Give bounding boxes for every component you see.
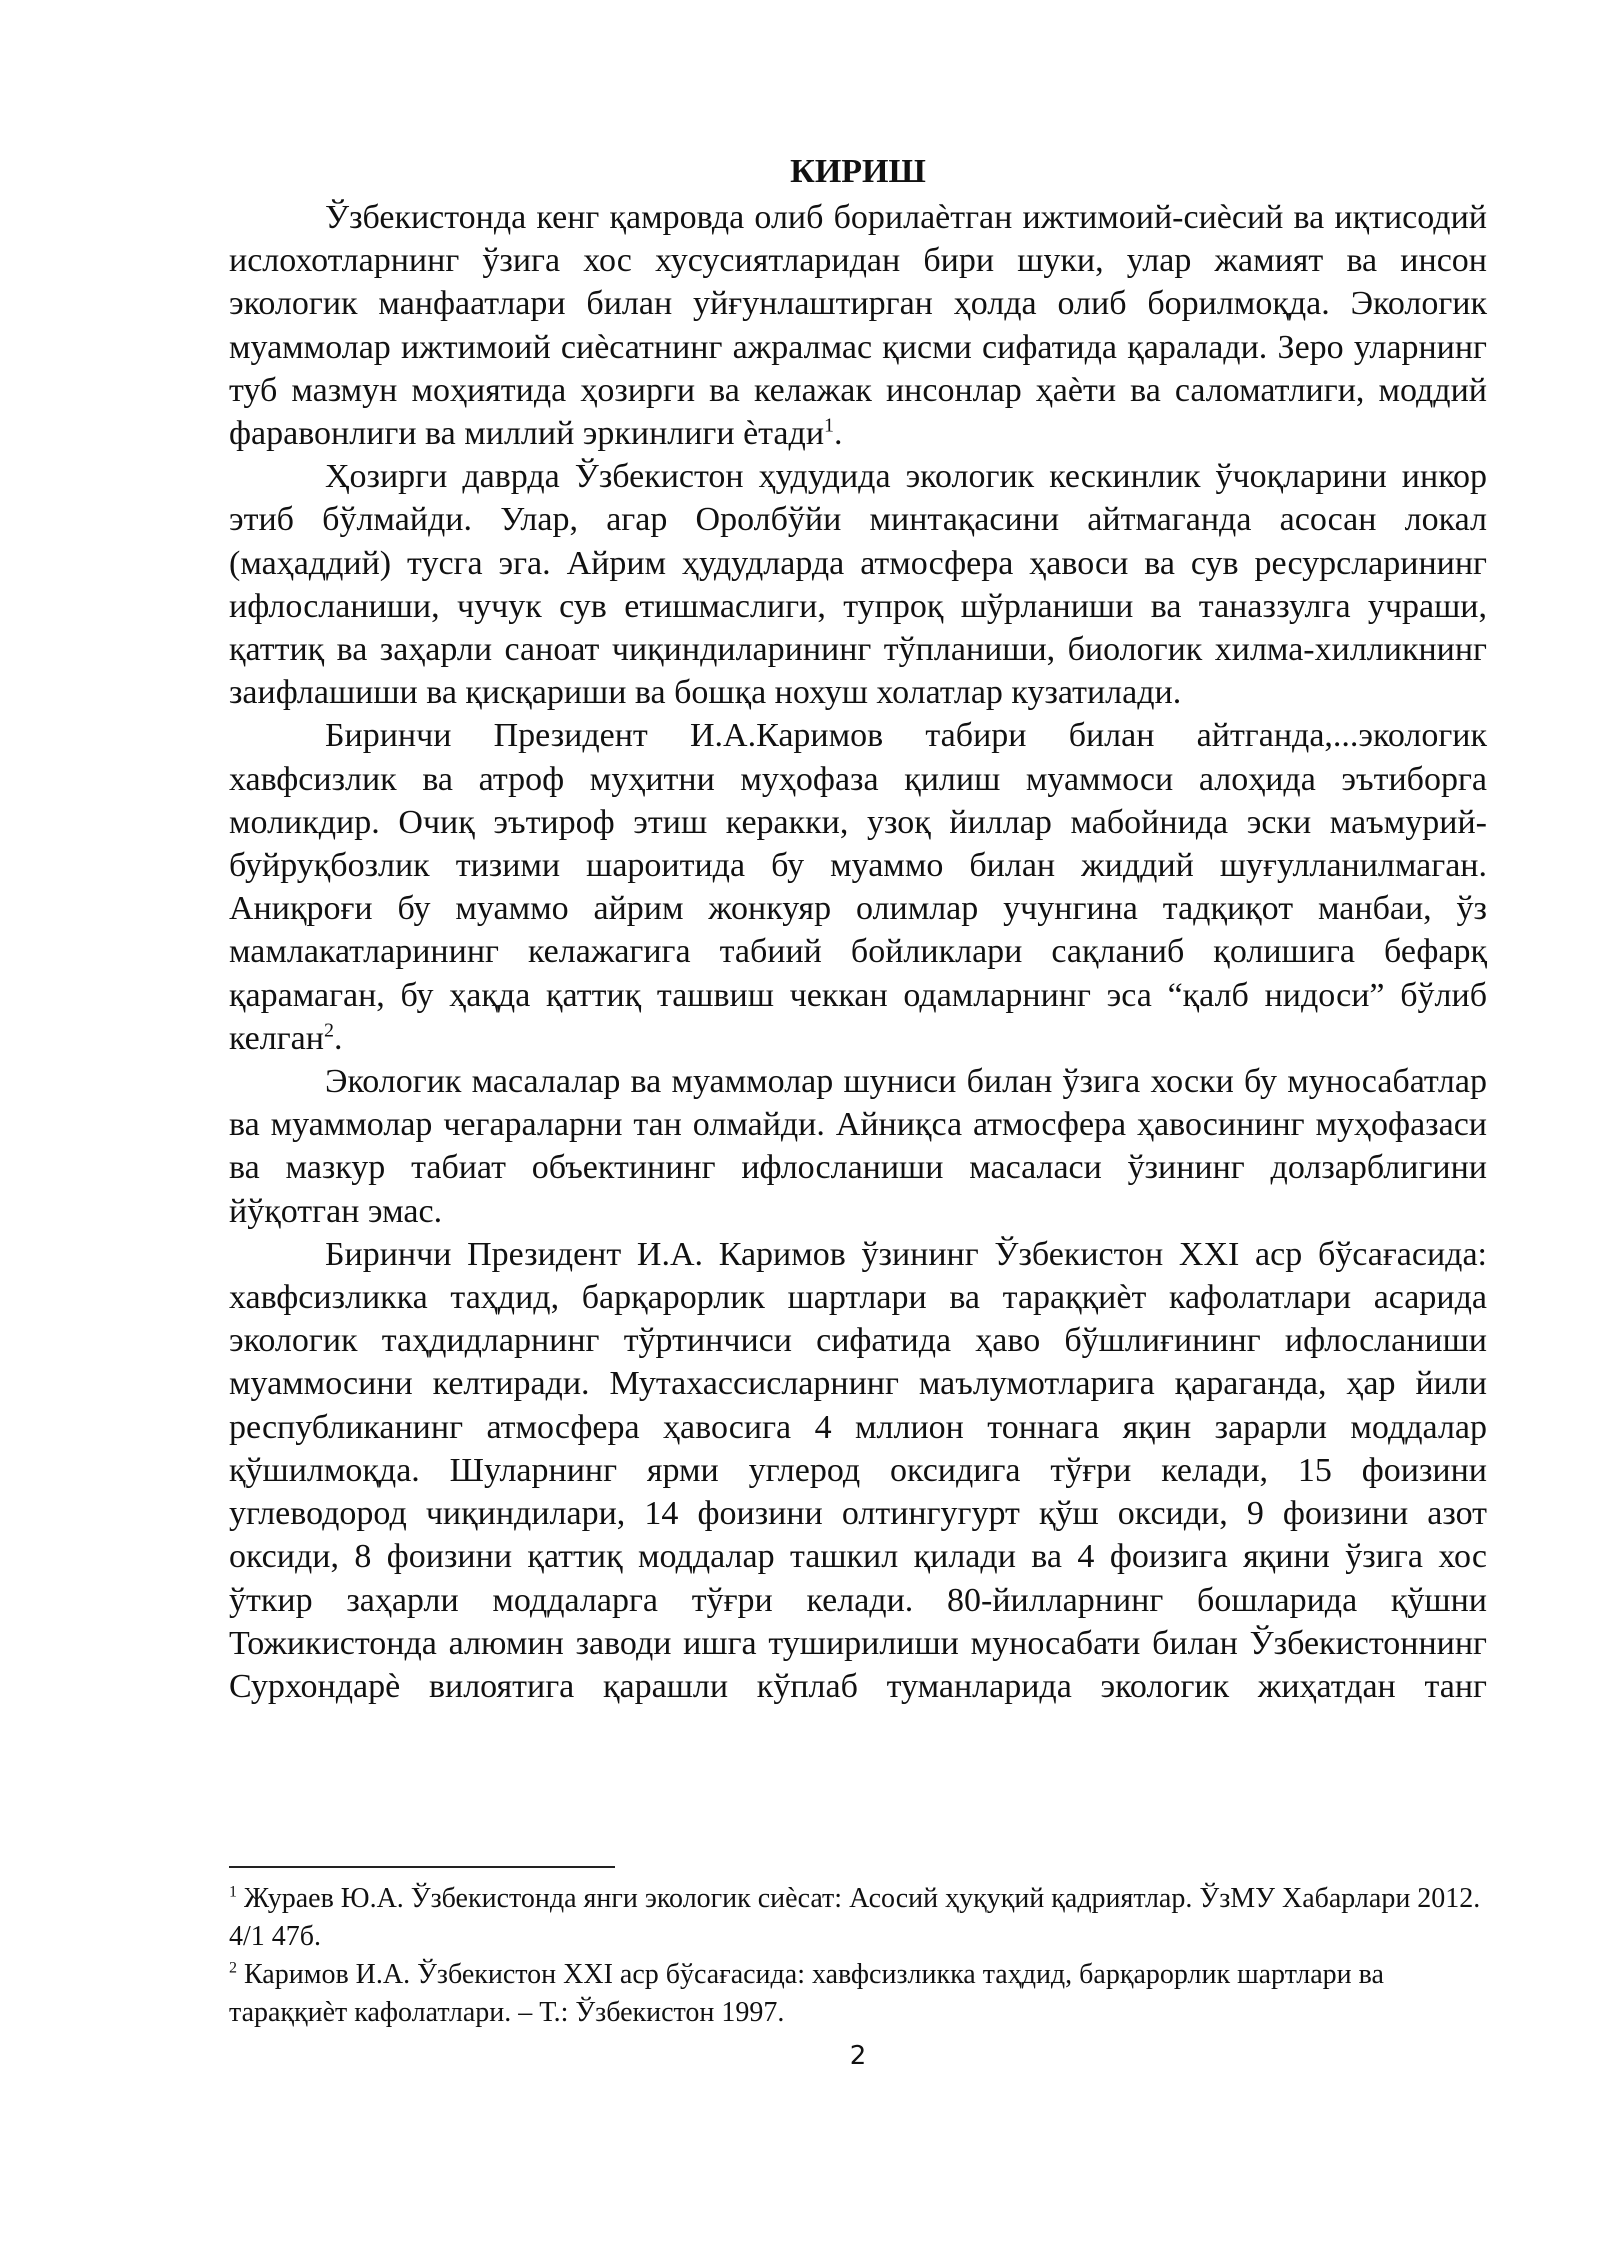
footnote-separator [229, 1866, 615, 1868]
paragraph-3-tail: . [333, 1019, 343, 1057]
footnote-2 [229, 1956, 1487, 2032]
footnote-1-text: Жураев Ю.А. Ўзбекистонда янги экологик сиѐсат: Асосий ҳуқуқий қадриятлар. ЎзМУ Хабарлари 2012. 4/1 47б. [229, 1883, 1481, 1952]
footnote-1-mark: 1 [229, 1883, 237, 1901]
footnotes [229, 1880, 1487, 2032]
paragraph-5 [229, 1233, 1487, 1708]
paragraph-1-tail: . [834, 415, 843, 453]
page-number: 2 [849, 2041, 867, 2071]
paragraph-2 [229, 455, 1487, 714]
footnote-1 [229, 1880, 1487, 1956]
footnote-2-mark: 2 [229, 1959, 237, 1977]
paragraph-1 [229, 196, 1487, 455]
paragraph-3 [229, 714, 1487, 1060]
footnote-2-text: Каримов И.А. Ўзбекистон XXI аср бўсағасида: хавфсизликка таҳдид, барқарорлик шартлари ва тараққиѐт кафолатлари. – Т.: Ўзбекистон 1997. [229, 1959, 1384, 2028]
page-title: КИРИШ [790, 153, 926, 190]
paragraph-1-text: Ўзбекистонда кенг қамровда олиб борилаѐтган ижтимоий-сиѐсий ва иқтисодий ислохотларнинг ўзига хос хусусиятларидан бири шуки, улар жамият ва инсон экологик манфаатлари билан уйғунлаштирган ҳолда олиб борилмоқда. Экологик муаммолар ижтимоий сиѐсатнинг ажралмас қисми сифатида қаралади. Зеро уларнинг туб мазмун моҳиятида ҳозирги ва келажак инсонлар ҳаѐти ва саломатлиги, моддий фаравонлиги ва миллий эркинлиги ѐтади [229, 199, 1487, 453]
paragraph-4 [229, 1060, 1487, 1233]
paragraph-3-text: Биринчи Президент И.А.Каримов табири билан айтганда,...экологик хавфсизлик ва атроф муҳитни муҳофаза қилиш муаммоси алоҳида эътиборга моликдир. Очиқ эътироф этиш керакки, узоқ йиллар мабойнида эски маъмурий-буйруқбозлик тизими шароитида бу муаммо билан жиддий шуғулланилмаган. Аниқроғи бу муаммо айрим жонкуяр олимлар учунгина тадқиқот манбаи, ўз мамлакатларининг келажагига табиий бойликлари сақланиб қолишига бефарқ қарамаган, бу ҳақда қаттиқ ташвиш чеккан одамларнинг эса “қалб нидоси” бўлиб келган [229, 717, 1487, 1057]
paragraph-5-text: Биринчи Президент И.А. Каримов ўзининг Ўзбекистон XXI аср бўсағасида: хавфсизликка таҳдид, барқарорлик шартлари ва тараққиѐт кафолатлари асарида экологик таҳдидларнинг тўртинчиси сифатида ҳаво бўшлиғининг ифлосланиши муаммосини келтиради. Мутахассисларнинг маълумотларига қараганда, ҳар йили республиканинг атмосфера ҳавосига 4 мллион тоннага яқин зарарли моддалар қўшилмоқда. Шуларнинг ярми углерод оксидига тўғри келади, 15 фоизини углеводород чиқиндилари, 14 фоизини олтингугурт қўш оксиди, 9 фоизини азот оксиди, 8 фоизини қаттиқ моддалар ташкил қилади ва 4 фоизига яқини ўзига хос ўткир заҳарли моддаларга тўғри келади. 80-йилларнинг бошларида қўшни Тожикистонда алюмин заводи ишга туширилиши муносабати билан Ўзбекистоннинг Сурхондарѐ вилоятига қарашли кўплаб туманларида экологик жиҳатдан танг [229, 1235, 1487, 1705]
footnote-ref-2[interactable]: 2 [323, 1019, 334, 1042]
paragraph-2-text: Ҳозирги даврда Ўзбекистон ҳудудида экологик кескинлик ўчоқларини инкор этиб бўлмайди. Улар, агар Оролбўйи минтақасини айтмаганда асосан локал (маҳаддий) тусга эга. Айрим ҳудудларда атмосфера ҳавоси ва сув ресурсларининг ифлосланиши, чучук сув етишмаслиги, тупроқ шўрланиши ва таназзулга учраши, қаттиқ ва заҳарли саноат чиқиндиларининг тўпланиши, биологик хилма-хилликнинг заифлашиши ва қисқариши ва бошқа нохуш холатлар кузатилади. [229, 458, 1487, 712]
paragraph-4-text: Экологик масалалар ва муаммолар шуниси билан ўзига хоски бу муносабатлар ва муаммолар чегараларни тан олмайди. Айниқса атмосфера ҳавосининг муҳофазаси ва мазкур табиат объектининг ифлосланиши масаласи ўзининг долзарблигини йўқотган эмас. [229, 1063, 1487, 1230]
body-text [229, 196, 1487, 1708]
footnote-ref-1[interactable]: 1 [824, 414, 835, 437]
